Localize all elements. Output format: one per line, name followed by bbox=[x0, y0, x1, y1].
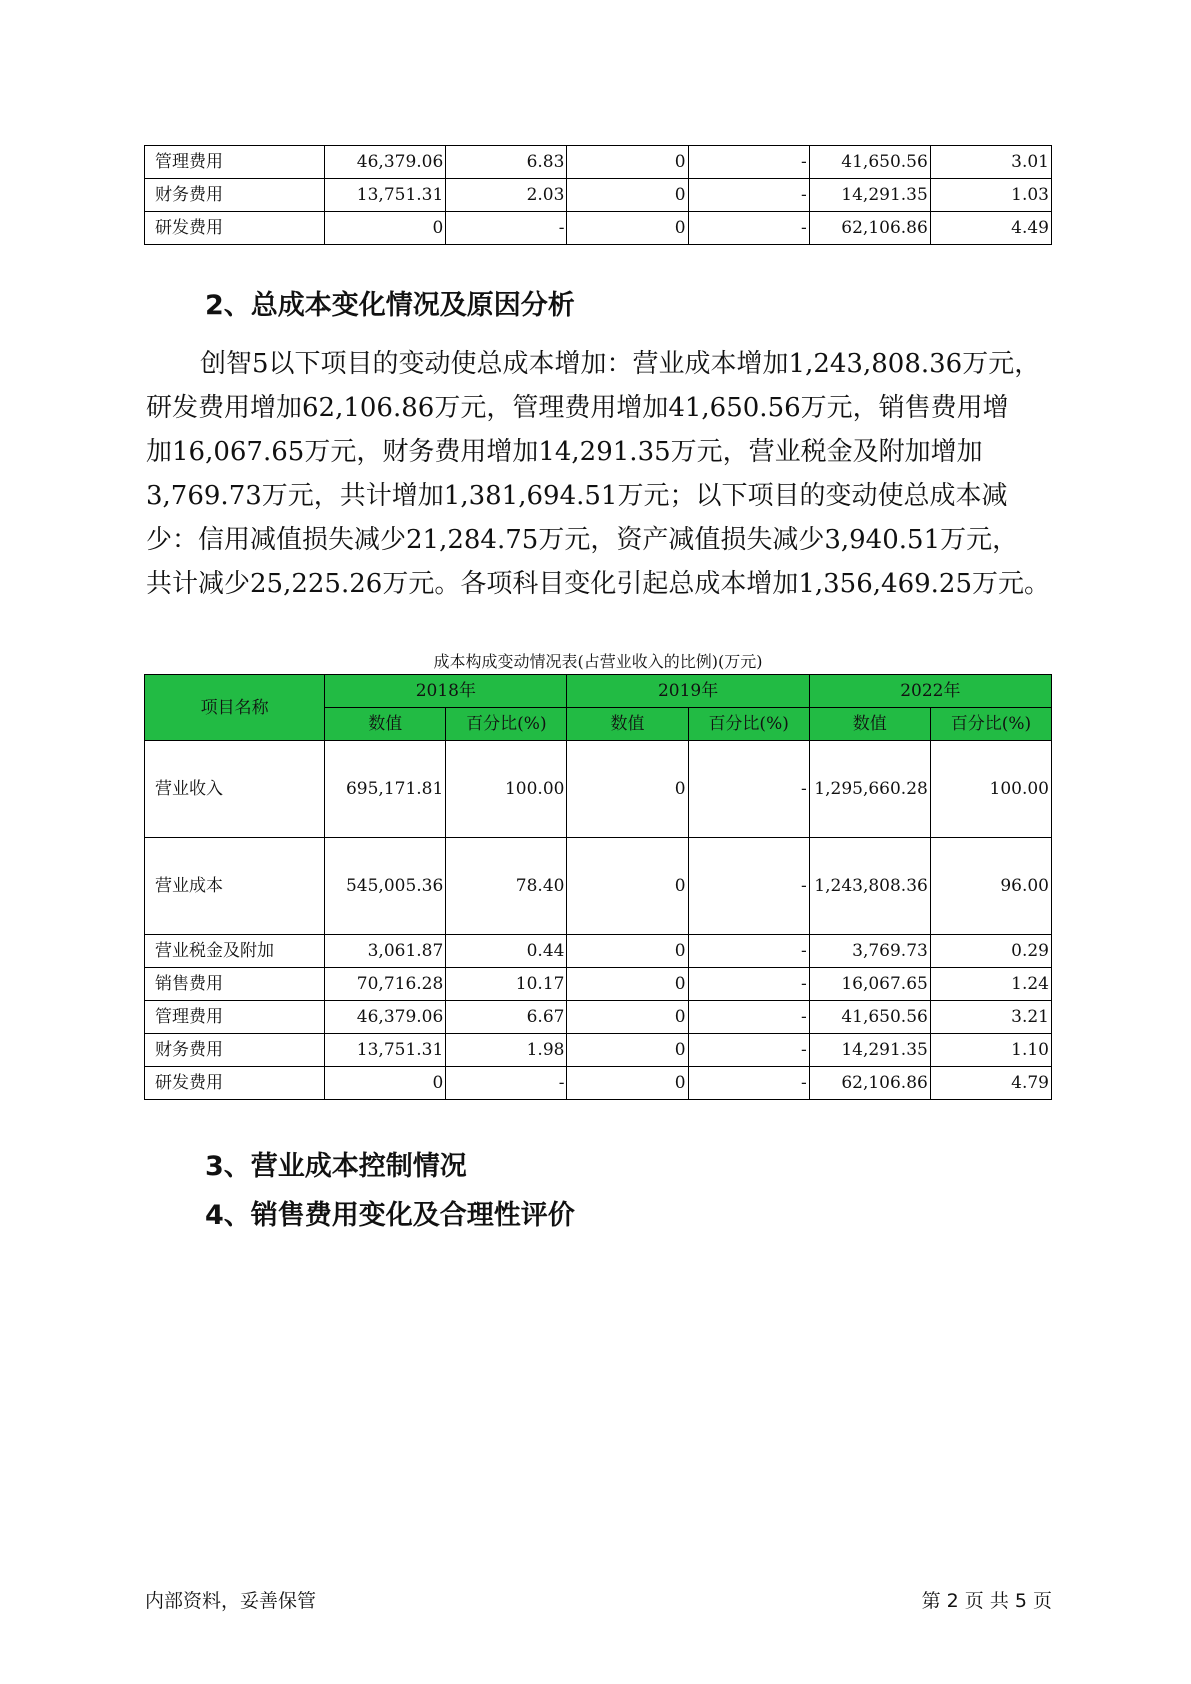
table-cell: - bbox=[688, 1067, 809, 1100]
table-cell: 545,005.36 bbox=[325, 838, 446, 935]
table-row bbox=[145, 935, 1052, 968]
table-cell: 78.40 bbox=[446, 838, 567, 935]
table-cell: 0 bbox=[325, 1067, 446, 1100]
header-year: 2019年 bbox=[567, 675, 809, 708]
table-cell: 0 bbox=[325, 212, 446, 245]
header-value: 数值 bbox=[567, 708, 688, 741]
header-percent: 百分比(%) bbox=[446, 708, 567, 741]
table-cell: 1,295,660.28 bbox=[809, 741, 930, 838]
table-cell: 14,291.35 bbox=[809, 1034, 930, 1067]
table-cell: 1,243,808.36 bbox=[809, 838, 930, 935]
row-label: 管理费用 bbox=[145, 1001, 325, 1034]
paragraph-line: 加16,067.65万元，财务费用增加14,291.35万元，营业税金及附加增加 bbox=[146, 437, 983, 467]
paragraph-line: 共计减少25,225.26万元。各项科目变化引起总成本增加1,356,469.25万元。 bbox=[146, 569, 1050, 599]
table-cell: 10.17 bbox=[446, 968, 567, 1001]
table-cell: 46,379.06 bbox=[325, 1001, 446, 1034]
section-heading-operating-cost: 3、营业成本控制情况 bbox=[205, 1151, 467, 1182]
table-cell: 0 bbox=[567, 179, 688, 212]
section-heading-sales-expense: 4、销售费用变化及合理性评价 bbox=[205, 1200, 575, 1231]
table-cell: - bbox=[688, 935, 809, 968]
table-cell: 1.24 bbox=[930, 968, 1051, 1001]
row-label: 管理费用 bbox=[145, 146, 325, 179]
header-percent: 百分比(%) bbox=[688, 708, 809, 741]
table-cell: 13,751.31 bbox=[325, 1034, 446, 1067]
table-cell: 13,751.31 bbox=[325, 179, 446, 212]
table-cell: - bbox=[688, 146, 809, 179]
header-row bbox=[145, 675, 1052, 708]
header-item-name: 项目名称 bbox=[145, 675, 325, 741]
row-label: 营业收入 bbox=[145, 741, 325, 838]
table-cell: 0.29 bbox=[930, 935, 1051, 968]
top-cost-table bbox=[144, 145, 1052, 245]
table-cell: 0 bbox=[567, 212, 688, 245]
table-cell: 46,379.06 bbox=[325, 146, 446, 179]
row-label: 营业税金及附加 bbox=[145, 935, 325, 968]
table-cell: 0.44 bbox=[446, 935, 567, 968]
table-cell: 695,171.81 bbox=[325, 741, 446, 838]
table-row bbox=[145, 968, 1052, 1001]
table-cell: 2.03 bbox=[446, 179, 567, 212]
table-cell: 41,650.56 bbox=[809, 1001, 930, 1034]
row-label: 财务费用 bbox=[145, 1034, 325, 1067]
header-year: 2018年 bbox=[325, 675, 567, 708]
table-caption: 成本构成变动情况表(占营业收入的比例)(万元) bbox=[433, 652, 763, 671]
table-cell: 100.00 bbox=[446, 741, 567, 838]
paragraph-line: 创智5以下项目的变动使总成本增加：营业成本增加1,243,808.36万元， bbox=[200, 349, 1041, 379]
table-cell: 0 bbox=[567, 968, 688, 1001]
table-cell: 14,291.35 bbox=[809, 179, 930, 212]
table-cell: - bbox=[688, 1034, 809, 1067]
table-cell: 4.79 bbox=[930, 1067, 1051, 1100]
table-cell: 3,061.87 bbox=[325, 935, 446, 968]
table-row bbox=[145, 212, 1052, 245]
table-row bbox=[145, 838, 1052, 935]
table-cell: 6.67 bbox=[446, 1001, 567, 1034]
table-cell: 100.00 bbox=[930, 741, 1051, 838]
section-heading-total-cost: 2、总成本变化情况及原因分析 bbox=[205, 290, 575, 321]
row-label: 销售费用 bbox=[145, 968, 325, 1001]
table-cell: 1.10 bbox=[930, 1034, 1051, 1067]
table-row bbox=[145, 146, 1052, 179]
table-row bbox=[145, 741, 1052, 838]
table-cell: 0 bbox=[567, 1001, 688, 1034]
paragraph-line: 少：信用减值损失减少21,284.75万元，资产减值损失减少3,940.51万元， bbox=[146, 525, 1019, 555]
table-cell: 0 bbox=[567, 1034, 688, 1067]
table-cell: 3.01 bbox=[930, 146, 1051, 179]
table-cell: - bbox=[446, 1067, 567, 1100]
table-cell: 70,716.28 bbox=[325, 968, 446, 1001]
paragraph-line: 3,769.73万元，共计增加1,381,694.51万元；以下项目的变动使总成本减 bbox=[146, 481, 1008, 511]
table-cell: 41,650.56 bbox=[809, 146, 930, 179]
row-label: 研发费用 bbox=[145, 1067, 325, 1100]
table-cell: 3.21 bbox=[930, 1001, 1051, 1034]
table-cell: 0 bbox=[567, 741, 688, 838]
row-label: 营业成本 bbox=[145, 838, 325, 935]
paragraph-line: 研发费用增加62,106.86万元，管理费用增加41,650.56万元，销售费用增 bbox=[146, 393, 1009, 423]
table-cell: - bbox=[688, 1001, 809, 1034]
table-row bbox=[145, 1067, 1052, 1100]
table-row bbox=[145, 1034, 1052, 1067]
footer-confidential-note: 内部资料，妥善保管 bbox=[145, 1590, 317, 1612]
table-row bbox=[145, 1001, 1052, 1034]
table-cell: 6.83 bbox=[446, 146, 567, 179]
header-value: 数值 bbox=[809, 708, 930, 741]
header-value: 数值 bbox=[325, 708, 446, 741]
table-cell: 0 bbox=[567, 146, 688, 179]
header-percent: 百分比(%) bbox=[930, 708, 1051, 741]
table-cell: 96.00 bbox=[930, 838, 1051, 935]
footer-page-number: 第 2 页 共 5 页 bbox=[921, 1590, 1052, 1612]
table-cell: 3,769.73 bbox=[809, 935, 930, 968]
table-cell: 0 bbox=[567, 838, 688, 935]
table-cell: - bbox=[688, 179, 809, 212]
table-cell: - bbox=[688, 741, 809, 838]
table-cell: 1.03 bbox=[930, 179, 1051, 212]
cost-structure-table bbox=[144, 674, 1052, 1100]
table-cell: - bbox=[688, 212, 809, 245]
header-year: 2022年 bbox=[809, 675, 1051, 708]
table-cell: - bbox=[446, 212, 567, 245]
table-cell: 62,106.86 bbox=[809, 1067, 930, 1100]
table-cell: 1.98 bbox=[446, 1034, 567, 1067]
table-cell: - bbox=[688, 968, 809, 1001]
table-row bbox=[145, 179, 1052, 212]
table-cell: - bbox=[688, 838, 809, 935]
table-cell: 16,067.65 bbox=[809, 968, 930, 1001]
table-cell: 0 bbox=[567, 935, 688, 968]
row-label: 财务费用 bbox=[145, 179, 325, 212]
table-cell: 0 bbox=[567, 1067, 688, 1100]
row-label: 研发费用 bbox=[145, 212, 325, 245]
table-cell: 62,106.86 bbox=[809, 212, 930, 245]
table-cell: 4.49 bbox=[930, 212, 1051, 245]
